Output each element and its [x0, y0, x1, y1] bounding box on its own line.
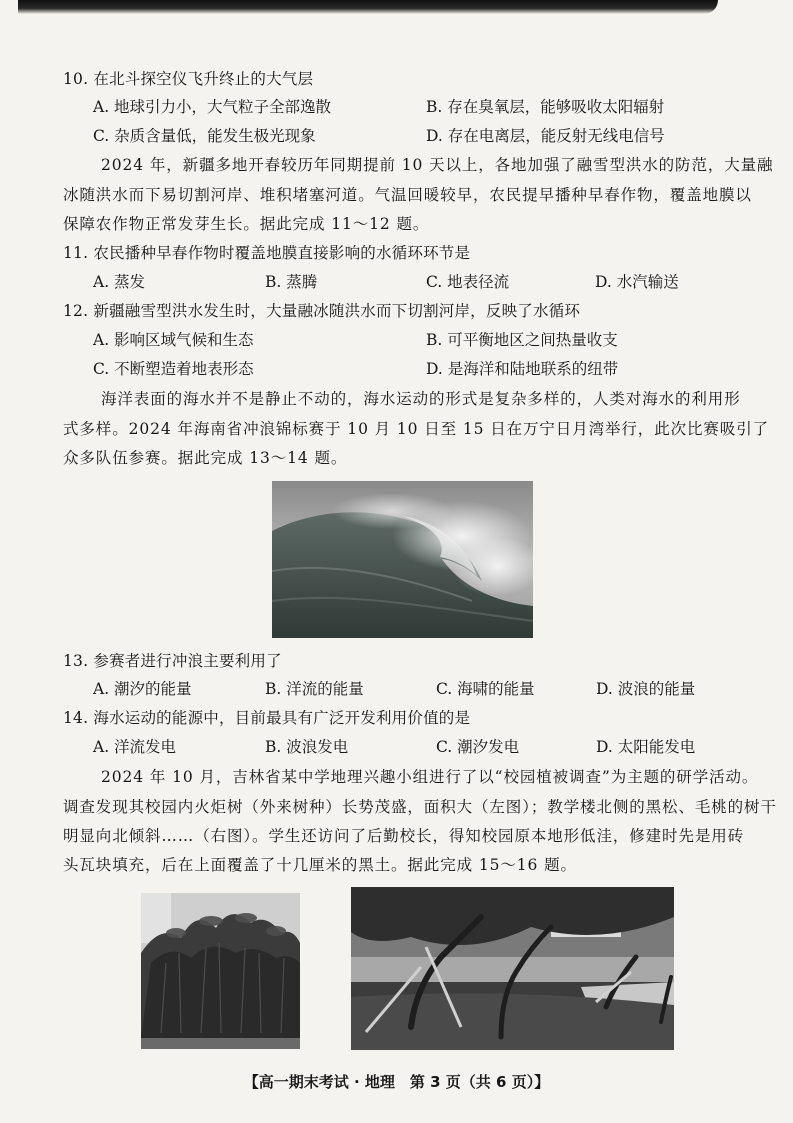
- q14-option-c: C. 潮汐发电: [436, 738, 520, 756]
- passage3-line-3: 明显向北倾斜……（右图）。学生还访问了后勤校长，得知校园原本地形低洼，修建时先是用砖: [63, 827, 745, 845]
- page-footer: 【高一期末考试 · 地理 第 3 页（共 6 页）】: [243, 1073, 550, 1091]
- passage3-line-2: 调查发现其校园内火炬树（外来树种）长势茂盛，面积大（左图）；教学楼北侧的黑松、毛桃的树干: [63, 798, 777, 816]
- q14-option-a: A. 洋流发电: [93, 738, 177, 756]
- sumac-photo: [141, 893, 300, 1049]
- q12-stem: 12. 新疆融雪型洪水发生时，大量融冰随洪水而下切割河岸，反映了水循环: [63, 302, 581, 320]
- passage2-line-1: 海洋表面的海水并不是静止不动的，海水运动的形式是复杂多样的，人类对海水的利用形: [101, 390, 741, 408]
- q10-stem: 10. 在北斗探空仪飞升终止的大气层: [63, 70, 314, 88]
- q11-option-a: A. 蒸发: [93, 273, 146, 291]
- passage3-line-4: 头瓦块填充，后在上面覆盖了十几厘米的黑土。据此完成 15～16 题。: [63, 856, 577, 874]
- q11-option-d: D. 水汽输送: [595, 273, 679, 291]
- q14-option-d: D. 太阳能发电: [596, 738, 696, 756]
- passage1-line-1: 2024 年，新疆多地开春较历年同期提前 10 天以上，各地加强了融雪型洪水的防范，大量融: [101, 156, 774, 174]
- q11-option-c: C. 地表径流: [426, 273, 510, 291]
- passage1-line-3: 保障农作物正常发芽生长。据此完成 11～12 题。: [63, 215, 430, 233]
- wave-photo: [272, 481, 533, 638]
- q10-option-c: C. 杂质含量低，能发生极光现象: [93, 127, 316, 145]
- q11-stem: 11. 农民播种早春作物时覆盖地膜直接影响的水循环环节是: [63, 244, 471, 262]
- scan-top-edge: [18, 0, 718, 14]
- q12-option-b: B. 可平衡地区之间热量收支: [426, 331, 618, 349]
- passage3-line-1: 2024 年 10 月，吉林省某中学地理兴趣小组进行了以“校园植被调查”为主题的研学活动。: [101, 768, 759, 786]
- q13-option-c: C. 海啸的能量: [436, 680, 535, 698]
- q10-option-b: B. 存在臭氧层，能够吸收太阳辐射: [426, 98, 665, 116]
- q13-option-d: D. 波浪的能量: [596, 680, 696, 698]
- leaning-trees-photo: [351, 887, 674, 1050]
- q14-option-b: B. 波浪发电: [265, 738, 349, 756]
- q14-stem: 14. 海水运动的能源中，目前最具有广泛开发利用价值的是: [63, 709, 471, 727]
- q13-option-a: A. 潮汐的能量: [93, 680, 192, 698]
- passage1-line-2: 冰随洪水而下易切割河岸、堆积堵塞河道。气温回暖较早，农民提早播种早春作物，覆盖地膜以: [63, 186, 752, 204]
- q12-option-a: A. 影响区域气候和生态: [93, 331, 254, 349]
- q12-option-d: D. 是海洋和陆地联系的纽带: [426, 360, 619, 378]
- q12-option-c: C. 不断塑造着地表形态: [93, 360, 254, 378]
- passage2-line-2: 式多样。2024 年海南省冲浪锦标赛于 10 月 10 日至 15 日在万宁日月湾举行，此次比赛吸引了: [63, 420, 770, 438]
- passage2-line-3: 众多队伍参赛。据此完成 13～14 题。: [63, 449, 348, 467]
- q11-option-b: B. 蒸腾: [265, 273, 318, 291]
- q10-option-d: D. 存在电离层，能反射无线电信号: [426, 127, 665, 145]
- q13-option-b: B. 洋流的能量: [265, 680, 364, 698]
- q13-stem: 13. 参赛者进行冲浪主要利用了: [63, 652, 282, 670]
- q10-option-a: A. 地球引力小，大气粒子全部逸散: [93, 98, 332, 116]
